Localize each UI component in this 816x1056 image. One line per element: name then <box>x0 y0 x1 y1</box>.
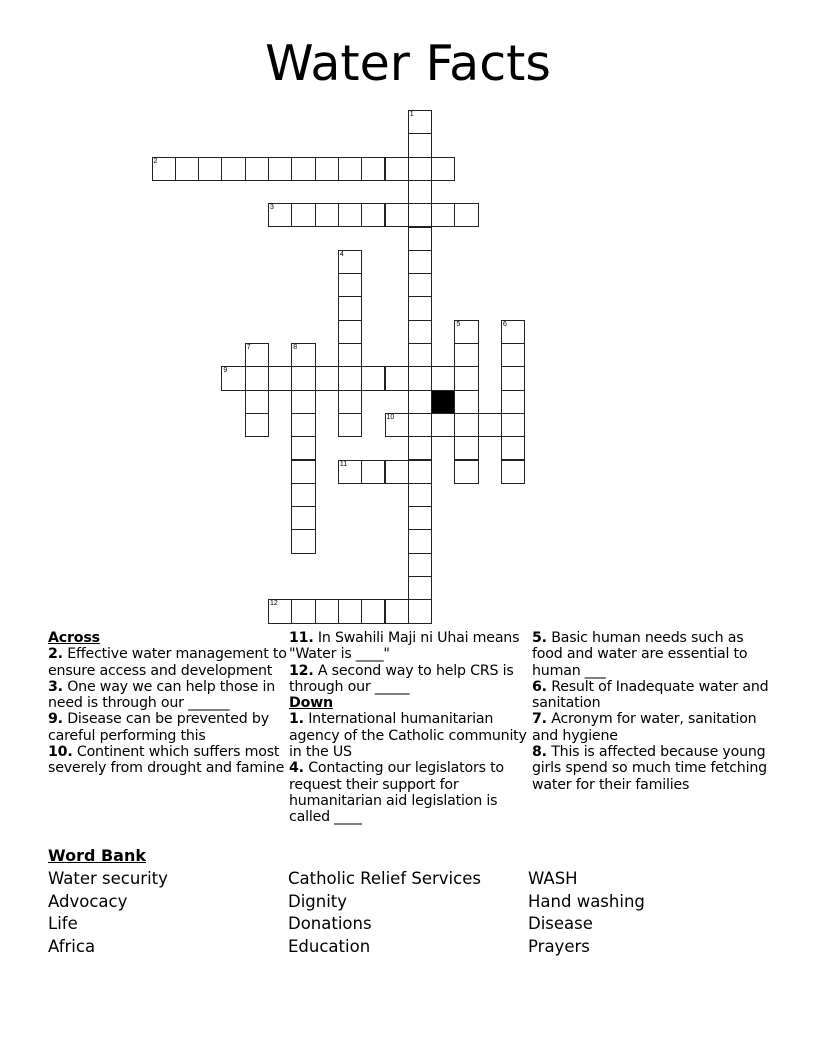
word-bank-item: Water security <box>48 869 168 888</box>
word-bank-heading: Word Bank <box>48 846 147 865</box>
clue-down-7: 7. Acronym for water, sanitation and hygiene <box>532 711 757 744</box>
grid-cell[interactable] <box>291 460 315 484</box>
word-bank-item: Catholic Relief Services <box>288 869 481 888</box>
cell-number: 3 <box>270 204 274 212</box>
grid-cell[interactable] <box>385 203 409 227</box>
grid-cell[interactable] <box>501 436 525 460</box>
clues-column-3 <box>532 630 772 793</box>
grid-cell[interactable] <box>291 413 315 437</box>
grid-cell[interactable] <box>454 343 478 367</box>
grid-cell[interactable] <box>454 366 478 390</box>
grid-cell[interactable] <box>268 599 292 623</box>
grid-cell[interactable] <box>408 460 432 484</box>
grid-cell[interactable] <box>338 460 362 484</box>
grid-cell[interactable] <box>501 390 525 414</box>
grid-cell[interactable] <box>361 460 385 484</box>
grid-cell[interactable] <box>408 110 432 134</box>
grid-cell[interactable] <box>385 366 409 390</box>
grid-cell[interactable] <box>361 366 385 390</box>
word-bank-item: Prayers <box>528 936 590 956</box>
grid-cell[interactable] <box>315 366 339 390</box>
grid-cell[interactable] <box>175 157 199 181</box>
grid-cell[interactable] <box>385 157 409 181</box>
grid-cell[interactable] <box>408 320 432 344</box>
grid-cell[interactable] <box>268 157 292 181</box>
grid-cell[interactable] <box>408 506 432 530</box>
grid-cell[interactable] <box>408 483 432 507</box>
grid-cell[interactable] <box>198 157 222 181</box>
clue-down-4: 4. Contacting our legislators to request their support for humanitarian aid legislation is called ____ <box>289 760 504 826</box>
grid-cell[interactable] <box>501 343 525 367</box>
grid-cell[interactable] <box>408 343 432 367</box>
cell-number: 5 <box>456 320 461 328</box>
clue-down-6: 6. Result of Inadequate water and sanitation <box>532 678 769 712</box>
clue-across-3: 3. One way we can help those in need is through our ______ <box>48 678 276 712</box>
grid-cell[interactable] <box>338 343 362 367</box>
grid-cell[interactable] <box>291 366 315 390</box>
grid-cell[interactable] <box>152 157 176 181</box>
grid-cell[interactable] <box>431 413 455 437</box>
word-bank-item: Disease <box>528 914 593 934</box>
grid-cell[interactable] <box>408 529 432 553</box>
grid-cell[interactable] <box>454 390 478 414</box>
cell-number: 11 <box>339 460 348 468</box>
cell-number: 2 <box>153 157 158 165</box>
grid-cell[interactable] <box>338 203 362 227</box>
grid-cell[interactable] <box>408 250 432 274</box>
clue-down-1: 1. International humanitarian agency of the Catholic community in the US <box>289 711 527 761</box>
grid-cell[interactable] <box>245 366 269 390</box>
grid-cell[interactable] <box>291 529 315 553</box>
grid-cell[interactable] <box>338 296 362 320</box>
grid-cell[interactable] <box>338 366 362 390</box>
clue-across-9: 9. Disease can be prevented by careful performing this <box>48 711 269 744</box>
grid-cell[interactable] <box>454 413 478 437</box>
grid-cell[interactable] <box>478 413 502 437</box>
cell-number: 9 <box>223 367 228 375</box>
grid-cell[interactable] <box>291 343 315 367</box>
grid-cell[interactable] <box>454 436 478 460</box>
down-heading: Down <box>289 695 333 712</box>
grid-cell[interactable] <box>408 390 432 414</box>
cell-number: 6 <box>503 320 507 328</box>
clue-down-5: 5. Basic human needs such as food and water are essential to human ___ <box>532 630 748 679</box>
grid-cell[interactable] <box>408 366 432 390</box>
word-bank-item: Donations <box>288 914 372 934</box>
grid-cell[interactable] <box>338 320 362 344</box>
cell-number: 7 <box>246 344 251 351</box>
clue-across-2: 2. Effective water management to ensure access and development <box>48 646 287 679</box>
grid-cell[interactable] <box>268 366 292 390</box>
word-bank-item: Africa <box>48 936 96 956</box>
grid-cell[interactable] <box>245 343 269 367</box>
grid-cell[interactable] <box>454 320 478 344</box>
grid-cell[interactable] <box>408 157 432 181</box>
grid-cell[interactable] <box>501 460 525 484</box>
grid-cell[interactable] <box>338 250 362 274</box>
grid-cell[interactable] <box>338 273 362 297</box>
word-bank-item: Advocacy <box>48 891 128 911</box>
cell-number: 8 <box>293 344 298 351</box>
word-bank-column-2 <box>288 868 481 958</box>
grid-cell[interactable] <box>385 460 409 484</box>
word-bank-column-1 <box>48 868 168 958</box>
grid-cell[interactable] <box>291 203 315 227</box>
word-bank-item: Education <box>288 936 371 956</box>
grid-cell[interactable] <box>291 483 315 507</box>
word-bank-item: Life <box>48 914 78 934</box>
grid-cell[interactable] <box>221 366 245 390</box>
grid-cell[interactable] <box>338 157 362 181</box>
clues-column-2 <box>289 630 529 826</box>
grid-cell[interactable] <box>315 157 339 181</box>
grid-cell[interactable] <box>408 203 432 227</box>
grid-cell[interactable] <box>291 157 315 181</box>
grid-cell[interactable] <box>408 599 432 623</box>
clue-across-12: 12. A second way to help CRS is through our _____ <box>289 662 514 695</box>
grid-cell[interactable] <box>245 413 269 437</box>
grid-cell[interactable] <box>268 203 292 227</box>
word-bank-item: Dignity <box>288 891 348 911</box>
grid-cell[interactable] <box>361 203 385 227</box>
grid-cell[interactable] <box>454 203 478 227</box>
grid-cell[interactable] <box>408 413 432 437</box>
grid-cell[interactable] <box>431 366 455 390</box>
grid-cell[interactable] <box>501 320 525 344</box>
grid-cell[interactable] <box>245 390 269 414</box>
grid-cell[interactable] <box>408 576 432 600</box>
page-title: Water Facts <box>265 35 551 92</box>
grid-cell[interactable] <box>408 296 432 320</box>
grid-cell[interactable] <box>408 180 432 204</box>
clue-down-8: 8. This is affected because young girls spend so much time fetching water for their families <box>532 744 767 793</box>
grid-cell[interactable] <box>361 157 385 181</box>
word-bank-item: Hand washing <box>528 891 645 911</box>
grid-cell[interactable] <box>315 203 339 227</box>
grid-cell[interactable] <box>245 157 269 181</box>
grid-cell[interactable] <box>408 553 432 577</box>
grid-cell[interactable] <box>408 273 432 297</box>
grid-cell[interactable] <box>408 227 432 251</box>
grid-cell[interactable] <box>221 157 245 181</box>
grid-cell[interactable] <box>338 390 362 414</box>
clues-column-1 <box>48 630 288 777</box>
grid-cell[interactable] <box>408 133 432 157</box>
cell-number: 12 <box>270 600 278 608</box>
grid-cell[interactable] <box>291 599 315 623</box>
clue-across-11: 11. In Swahili Maji ni Uhai means "Water is ____" <box>289 630 520 663</box>
word-bank-item: WASH <box>528 869 578 888</box>
grid-cell[interactable] <box>431 157 455 181</box>
cell-number: 1 <box>409 111 414 118</box>
grid-cell[interactable] <box>361 599 385 623</box>
grid-cell[interactable] <box>291 506 315 530</box>
grid-cell[interactable] <box>501 413 525 437</box>
grid-cell[interactable] <box>385 599 409 623</box>
cell-number: 4 <box>339 250 344 258</box>
grid-cell[interactable] <box>385 413 409 437</box>
cell-number: 10 <box>386 413 395 421</box>
grid-cell[interactable] <box>315 599 339 623</box>
grid-cell[interactable] <box>338 599 362 623</box>
black-cell <box>431 390 455 414</box>
grid-cell[interactable] <box>338 413 362 437</box>
grid-cell[interactable] <box>431 203 455 227</box>
clue-across-10: 10. Continent which suffers most severely from drought and famine <box>48 744 285 777</box>
grid-cell[interactable] <box>408 436 432 460</box>
grid-cell[interactable] <box>501 366 525 390</box>
across-heading: Across <box>48 630 100 646</box>
grid-cell[interactable] <box>291 436 315 460</box>
grid-cell[interactable] <box>454 460 478 484</box>
grid-cell[interactable] <box>291 390 315 414</box>
word-bank-column-3 <box>528 868 645 958</box>
